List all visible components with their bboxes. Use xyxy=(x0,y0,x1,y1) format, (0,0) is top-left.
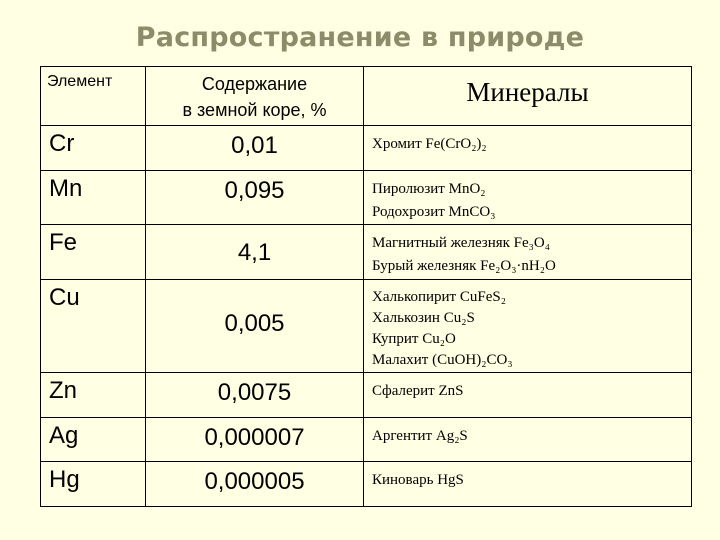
mineral-line: Халькозин Cu₂S xyxy=(372,310,475,326)
content-cell: 0,000005 xyxy=(146,462,364,507)
element-cell: Cr xyxy=(41,126,146,171)
header-element: Элемент xyxy=(41,67,146,126)
header-content-line1: Содержание xyxy=(201,74,308,94)
table-row xyxy=(41,373,692,418)
content-cell: 4,1 xyxy=(146,225,364,280)
element-cell: Zn xyxy=(41,373,146,418)
minerals-cell xyxy=(364,225,692,280)
mineral-line: Магнитный железняк Fe₃O₄ xyxy=(372,235,550,251)
mineral-line: Родохрозит MnCO₃ xyxy=(372,204,496,220)
table-header-row xyxy=(41,67,692,126)
mineral-line: Сфалерит ZnS xyxy=(372,383,464,399)
slide-title: Распространение в природе xyxy=(135,22,585,53)
table-row xyxy=(41,280,692,373)
content-cell: 0,000007 xyxy=(146,418,364,462)
minerals-cell xyxy=(364,462,692,507)
minerals-cell xyxy=(364,418,692,462)
header-content xyxy=(146,67,364,126)
element-cell: Cu xyxy=(41,280,146,373)
distribution-table xyxy=(40,66,692,507)
element-cell: Hg xyxy=(41,462,146,507)
element-cell: Mn xyxy=(41,171,146,225)
mineral-line: Пиролюзит MnO₂ xyxy=(372,181,486,197)
minerals-cell xyxy=(364,126,692,171)
table-row xyxy=(41,126,692,171)
content-cell: 0,005 xyxy=(146,280,364,373)
table-row xyxy=(41,171,692,225)
table-row xyxy=(41,418,692,462)
content-cell: 0,0075 xyxy=(146,373,364,418)
table-row xyxy=(41,462,692,507)
minerals-cell xyxy=(364,373,692,418)
header-minerals: Минералы xyxy=(364,67,692,126)
table-row xyxy=(41,225,692,280)
mineral-line: Малахит (CuOH)₂CO₃ xyxy=(372,352,513,368)
minerals-cell xyxy=(364,171,692,225)
mineral-line: Хромит Fe(CrO₂)₂ xyxy=(372,136,487,152)
content-cell: 0,01 xyxy=(146,126,364,171)
header-content-line2: в земной коре, % xyxy=(182,100,327,120)
content-cell: 0,095 xyxy=(146,171,364,225)
mineral-line: Куприт Cu₂O xyxy=(372,331,456,347)
mineral-line: Киноварь HgS xyxy=(372,472,464,488)
element-cell: Fe xyxy=(41,225,146,280)
mineral-line: Бурый железняк Fe₂O₃·nH₂O xyxy=(372,258,556,274)
mineral-line: Халькопирит CuFeS₂ xyxy=(372,289,506,305)
mineral-line: Аргентит Ag₂S xyxy=(372,428,468,444)
minerals-cell xyxy=(364,280,692,373)
element-cell: Ag xyxy=(41,418,146,462)
